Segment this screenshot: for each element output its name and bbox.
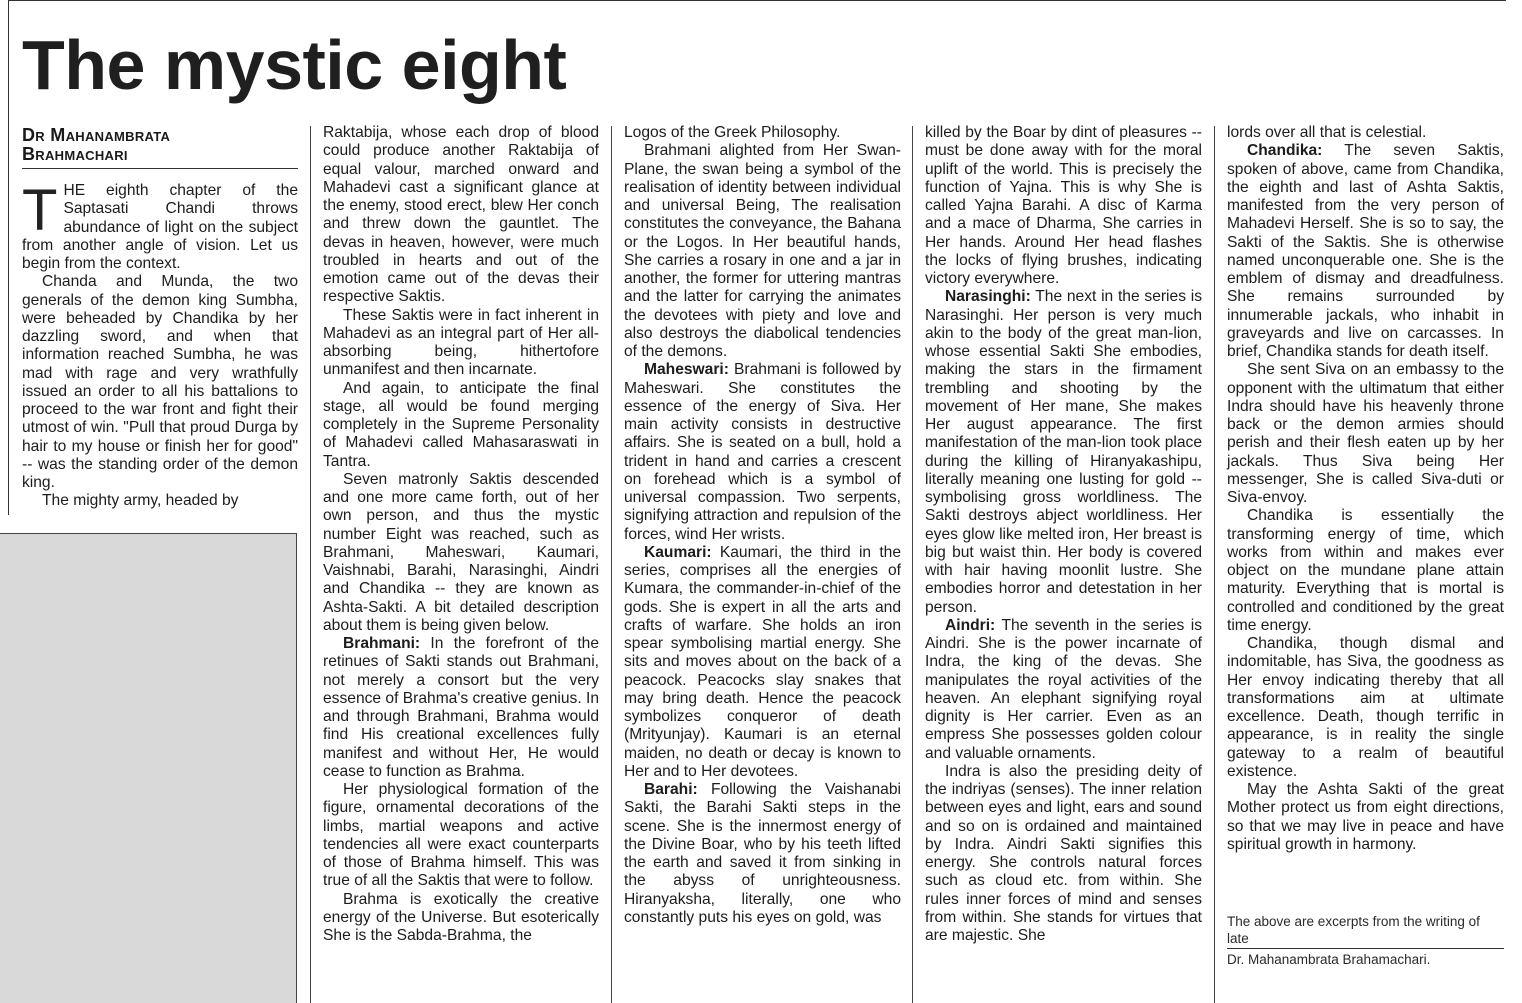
column-divider (1214, 126, 1215, 1003)
paragraph: lords over all that is celestial. (1227, 124, 1427, 141)
article-column-4 (925, 124, 1202, 945)
paragraph: killed by the Boar by dint of pleasures -- must be done away with for the moral uplift of the world. This is precisely the function of Yajna. This is why She is called Yajna Barahi. A disc of Karma and a mace of Dharma, She carries in Her hands. Around Her head flashes the locks of flying brushes, indicating victory everywhere. (925, 124, 1202, 287)
paragraph: The mighty army, headed by (42, 492, 239, 510)
paragraph: Narasinghi: The next in the series is Narasinghi. Her person is very much akin to the body of the great man-lion, whose essential Sakti She embodies, making the stars in the firmament trembling and shooting by the movement of Her mane, She makes Her august appearance. The first manifestation of the man-lion took place during the killing of Hiranyakashipu, literally meaning one lusting for gold -- symbolising gross worldliness. The Sakti destroys abject worldliness. Her eyes glow like melted iron, Her breast is big but waist thin. Her body is covered with hair having moonlit lustre. She embodies horror and detestation in her person. (925, 288, 1202, 616)
paragraph: Brahmani alighted from Her Swan-Plane, the swan being a symbol of the realisation of identity between individual and universal Being, The realisation constitutes the conveyance, the Bahana or the Logos. In Her beautiful hands, She carries a rosary in one and a jar in another, the former for uttering mantras and the latter for carrying the animates the devotees with piety and love and also destroys the diabolical tendencies of the demons. (624, 142, 901, 360)
paragraph: Raktabija, whose each drop of blood could produce another Raktabija of equal valour, marched onward and Mahadevi cast a significant glance at the enemy, stood erect, blew Her conch and threw down the gauntlet. The devas in heaven, however, were much troubled in hearts and out of the emotion came out of the devas their respective Saktis. (323, 124, 599, 306)
article-column-1 (22, 178, 298, 511)
paragraph: THE eighth chapter of the Saptasati Chandi throws abundance of light on the subject from another angle of vision. Let us begin from the context. (22, 178, 298, 272)
footnote-line-2: Dr. Mahanambrata Brahamachari. (1227, 952, 1431, 967)
paragraph: These Saktis were in fact inherent in Mahadevi as an integral part of Her all-absorbing being, hithertofore unmanifest and then incarnate. (323, 306, 599, 379)
paragraph: Maheswari: Brahmani is followed by Maheswari. She constitutes the essence of the energy of Siva. Her main activity consists in destructive affairs. She is seated on a bull, hold a trident in hand and carries a crescent on forehead which is a symbol of universal compassion. Two serpents, signifying attraction and repulsion of the forces, wind Her wrists. (624, 361, 901, 543)
section-head-narasinghi: Narasinghi: (945, 288, 1031, 306)
article-column-5 (1227, 124, 1504, 854)
paragraph: Seven matronly Saktis descended and one more came forth, out of her own person, and thus the mystic number Eight was reached, such as Brahmani, Maheswari, Kaumari, Vaishnabi, Barahi, Narasinghi, Aindri and Chandika -- they are known as Ashta-Sakti. A bit detailed description about them is being given below. (323, 470, 599, 634)
paragraph: Kaumari: Kaumari, the third in the series, comprises all the energies of Kumara, the commander-in-chief of the gods. She is expert in all the arts and crafts of warfare. She holds an iron spear symbolising martial energy. She sits and moves about on the back of a peacock. Peacocks slay snakes that may bring death. Hence the peacock symbolizes conqueror of death (Mrityunjay). Kaumari is an eternal maiden, no death or decay is known to Her and to Her devotees. (624, 543, 901, 780)
paragraph: Her physiological formation of the figure, ornamental decorations of the limbs, martial weapons and active tendencies all were exact counterparts of those of Brahma himself. This was true of all the Saktis that were to follow. (323, 781, 599, 890)
paragraph: Chanda and Munda, the two generals of the demon king Sumbha, were beheaded by Chandika by her dazzling sword, and when that information reached Sumbha, he was mad with rage and very wrathfully issued an order to all his battalions to proceed to the war front and fight their utmost of win. "Pull that proud Durga by hair to my house or finish her for good" -- was the standing order of the demon king. (22, 273, 298, 491)
article-column-2 (323, 124, 599, 945)
paragraph: Brahma is exotically the creative energy of the Universe. But esoterically She is the Sabda-Brahma, the (323, 890, 599, 944)
column-divider (611, 126, 612, 1003)
section-head-brahmani: Brahmani: (343, 635, 421, 652)
section-head-chandika: Chandika: (1247, 142, 1323, 160)
section-head-kaumari: Kaumari: (644, 543, 712, 561)
byline (22, 126, 298, 169)
paragraph: Chandika: The seven Saktis, spoken of above, came from Chandika, the eighth and last of Ashta Saktis, manifested from the very person of Mahadevi Herself. She is so to say, the Sakti of the Saktis. She is otherwise named unconquerable one. She is the emblem of dismay and dreadfulness. She remains surrounded by innumerable jackals, who inhabit in graveyards and live on carcasses. In brief, Chandika stands for death itself. (1227, 142, 1504, 360)
paragraph: Indra is also the presiding deity of the indriyas (senses). The inner relation between eyes and light, ears and sound and so on is ordained and maintained by Indra. Aindri Sakti signifies this energy. She controls natural forces such as cloud etc. from within. She rules inner forces of mind and senses from within. She stands for virtues that are majestic. She (925, 762, 1202, 944)
author-footnote (1227, 913, 1504, 968)
article-title: The mystic eight (22, 26, 567, 104)
paragraph: Chandika is essentially the transforming energy of time, which works from within and makes ever object on the mundane plane attain maturity. Everything that is mortal is controlled and conditioned by the great time energy. (1227, 507, 1504, 634)
paragraph: Barahi: Following the Vaishanabi Sakti, the Barahi Sakti steps in the scene. She is the innermost energy of the Divine Boar, who by his teeth lifted the earth and saved it from sinking in the abyss of unrighteousness. Hiranyaksha, literally, one who constantly puts his eyes on gold, was (624, 781, 901, 926)
paragraph: And again, to anticipate the final stage, all would be found merging completely in the Supreme Personality of Mahadevi called Mahasaraswati in Tantra. (323, 379, 599, 470)
paragraph: May the Ashta Sakti of the great Mother protect us from eight directions, so that we may live in peace and have spiritual growth in harmony. (1227, 781, 1504, 853)
footnote-rule (1227, 948, 1504, 949)
section-head-aindri: Aindri: (945, 616, 996, 634)
column-divider (912, 126, 913, 1003)
paragraph: Brahmani: In the forefront of the retinues of Sakti stands out Brahmani, not merely a consort but the very essence of Brahma's creative genius. In and through Brahmani, Brahma would find His creational excellences fully manifest and without Her, He would cease to function as Brahma. (323, 635, 600, 780)
paragraph: Chandika, though dismal and indomitable, has Siva, the goodness as Her envoy indicating thereby that all transformations aim at ultimate excellence. Death, though terrific in appearance, is in reality the single gateway to a realm of beautiful existence. (1227, 635, 1504, 780)
ad-placeholder-box (0, 533, 297, 1003)
footnote-line-1: The above are excerpts from the writing of late (1227, 914, 1480, 946)
byline-name-line1: Dr Mahanambrata (22, 125, 171, 145)
paragraph: She sent Siva on an embassy to the opponent with the ultimatum that either Indra should have his heavenly throne back or the demon armies should perish and their flesh eaten up by her jackals. Thus Siva being Her messenger, She is called Siva-duti or Siva-envoy. (1227, 361, 1504, 506)
drop-cap: T (22, 178, 58, 243)
section-head-maheswari: Maheswari: (644, 361, 729, 379)
page-left-rule (8, 0, 9, 515)
column-divider (310, 126, 311, 1003)
paragraph: Aindri: The seventh in the series is Aindri. She is the power incarnate of Indra, the king of the devas. She manipulates the royal activities of the heaven. An elephant signifying royal dignity is Her carrier. Even as an empress She possesses golden colour and valuable ornaments. (925, 616, 1202, 762)
article-column-3 (624, 124, 901, 927)
byline-name-line2: Brahmachari (22, 144, 128, 164)
paragraph: Logos of the Greek Philosophy. (624, 124, 841, 141)
page-top-rule (8, 0, 1506, 1)
section-head-barahi: Barahi: (644, 781, 698, 798)
